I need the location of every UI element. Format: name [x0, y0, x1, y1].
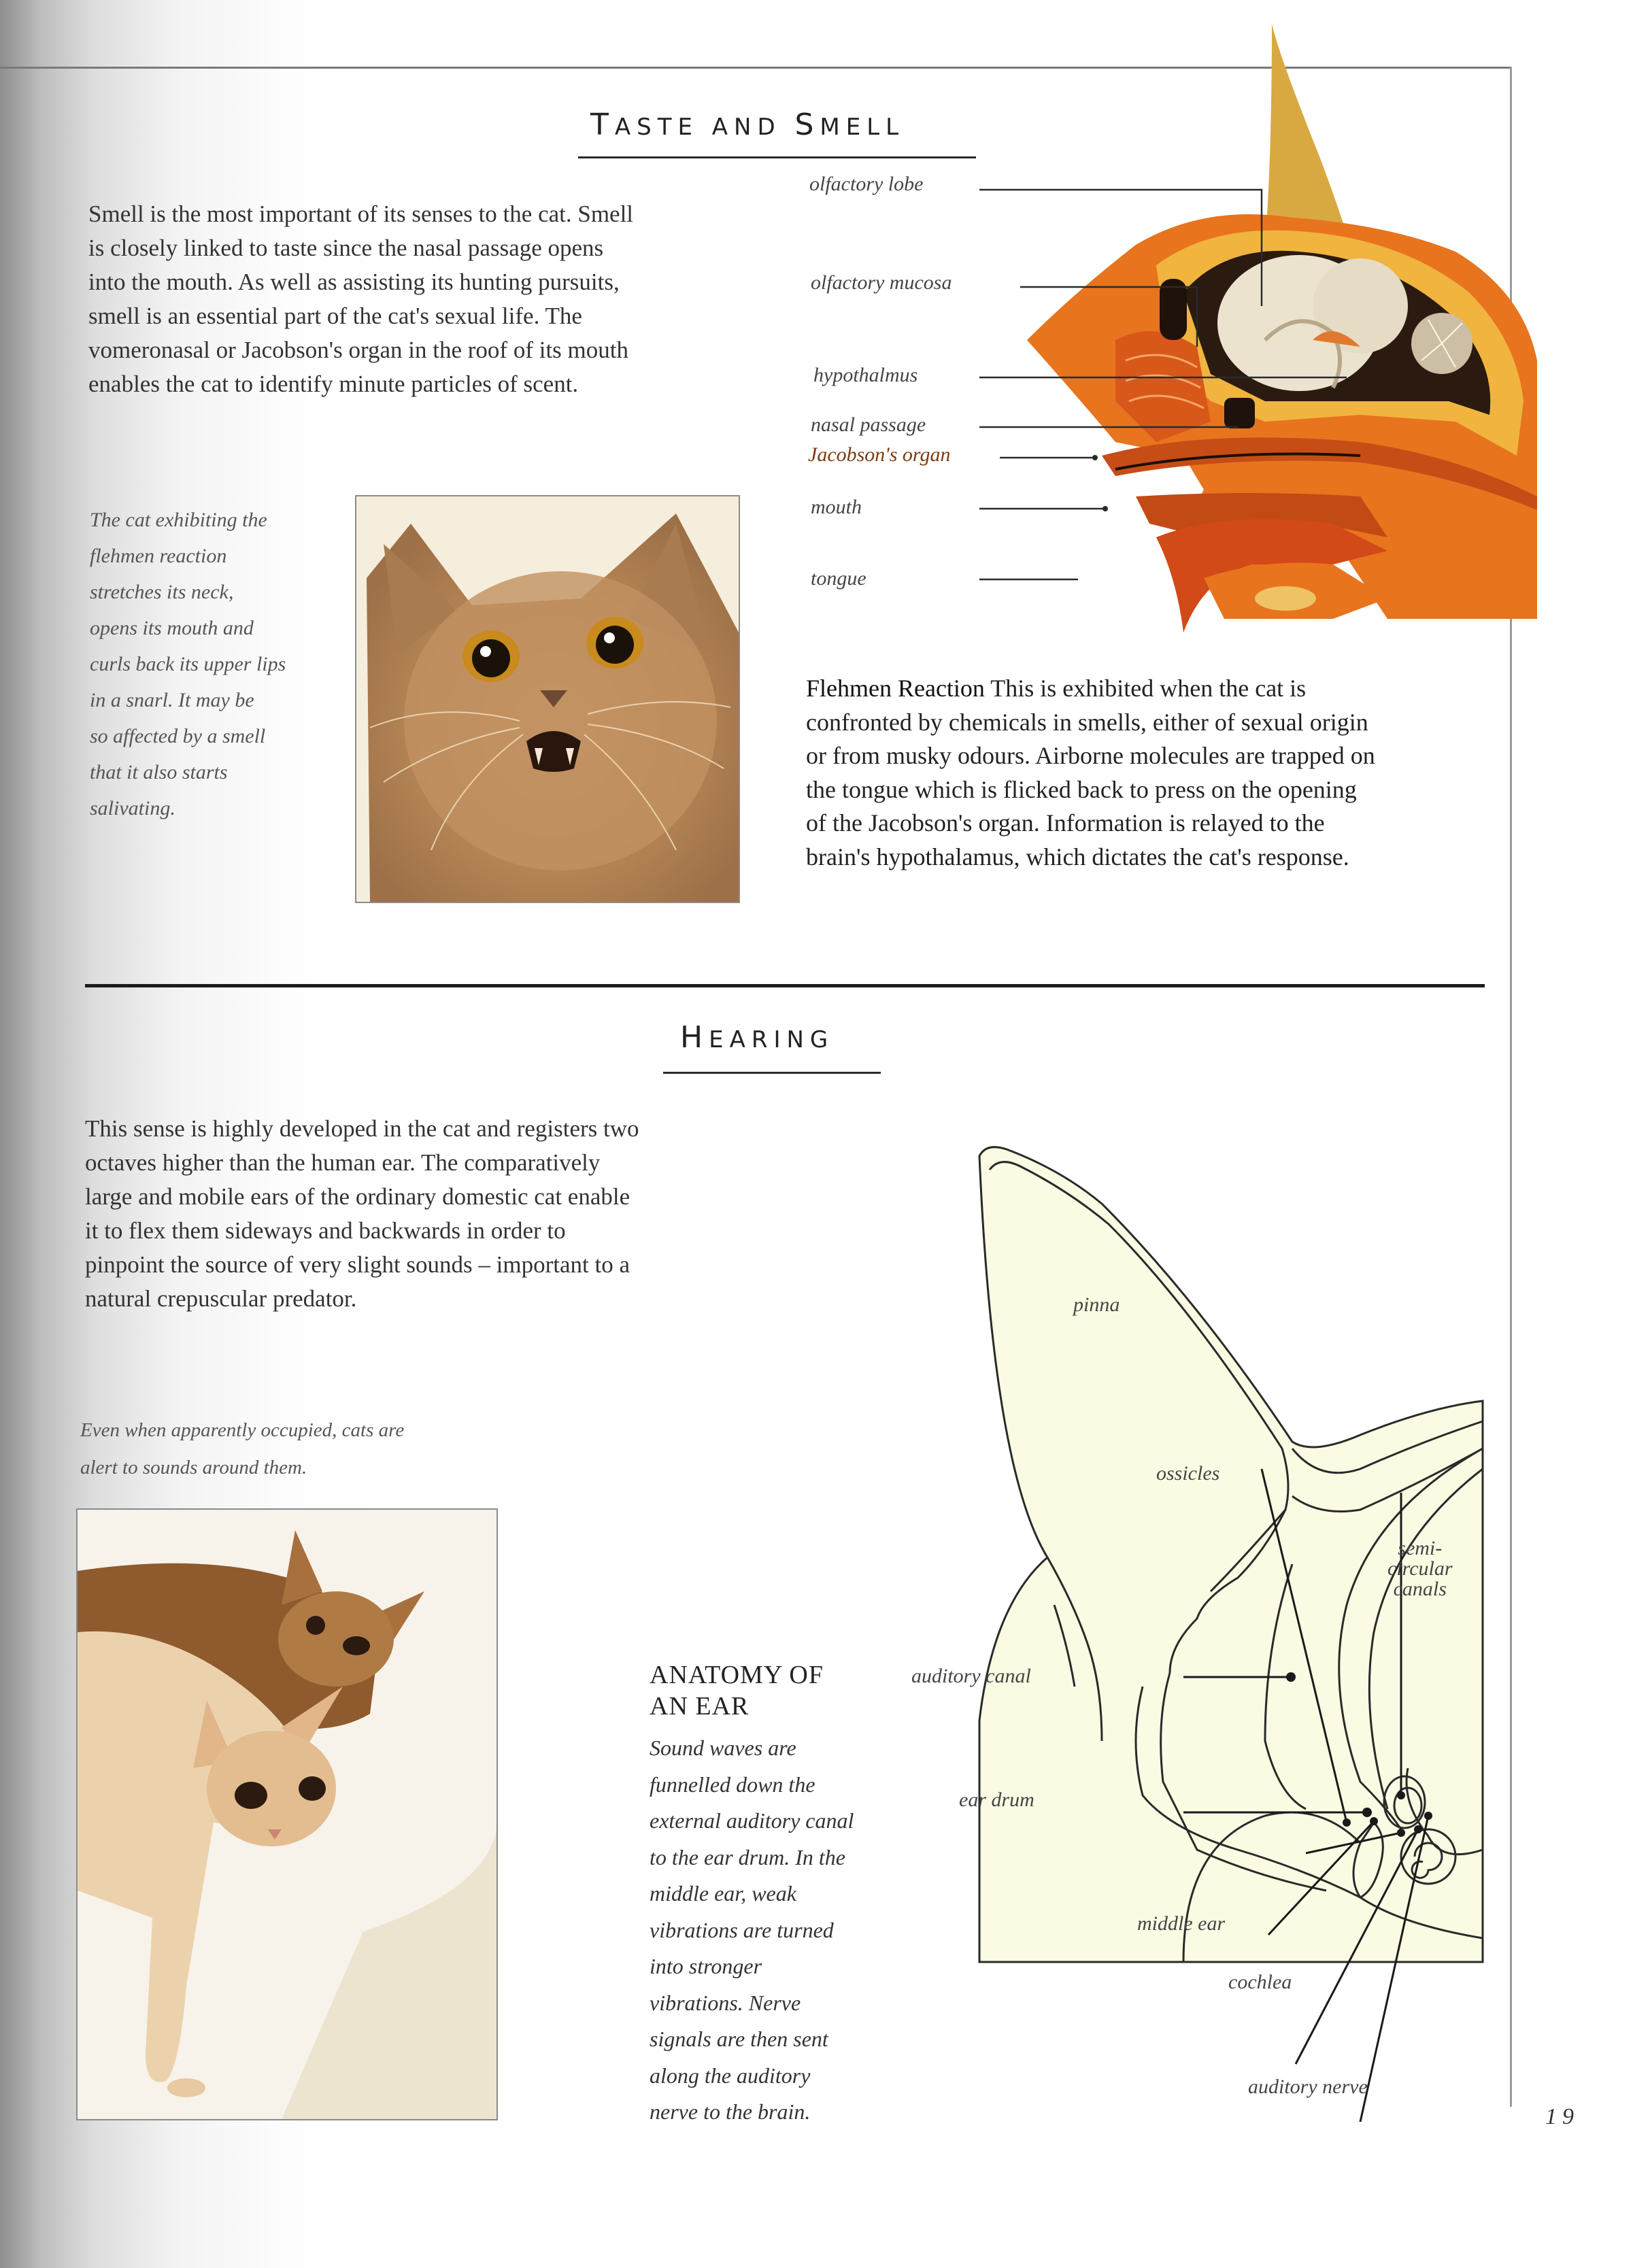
label-jacobsons-organ: Jacobson's organ: [808, 443, 951, 466]
alert-cats-caption: Even when apparently occupied, cats are alert to sounds around them.: [80, 1419, 405, 1478]
label-olfactory-lobe: olfactory lobe: [809, 173, 924, 195]
ear-anatomy-diagram: [884, 1129, 1510, 2122]
section-divider: [85, 984, 1485, 987]
label-ossicles: ossicles: [1156, 1462, 1220, 1485]
flehmen-cat-photo: [355, 495, 740, 903]
page-number: 19: [1545, 2104, 1579, 2129]
cat-head-cross-section-diagram: [979, 20, 1564, 632]
label-mouth: mouth: [811, 496, 862, 518]
label-cochlea: cochlea: [1228, 1971, 1292, 1993]
anatomy-of-ear-description: Sound waves are funnelled down the external auditory canal to the ear drum. In the middle ear, weak vibrations are turned into stronger vibrations. Nerve signals are then sent along the auditory nerve to the brain.: [650, 1736, 854, 2124]
label-tongue: tongue: [811, 567, 866, 590]
label-middle-ear: middle ear: [1137, 1912, 1226, 1935]
label-auditory-nerve: auditory nerve: [1248, 2076, 1368, 2098]
label-ear-drum: ear drum: [959, 1789, 1034, 1811]
flehmen-photo-caption: The cat exhibiting the flehmen reaction stretches its neck, opens its mouth and curls back its upper lips in a snarl. It may be so affected by a smell that it also starts salivating.: [90, 509, 286, 819]
heading-underline-hearing: [663, 1072, 881, 1074]
label-auditory-canal: auditory canal: [911, 1665, 1031, 1687]
label-olfactory-mucosa: olfactory mucosa: [811, 271, 952, 294]
two-cats-photo: [76, 1508, 498, 2120]
label-pinna: pinna: [1073, 1293, 1120, 1316]
taste-smell-paragraph: Smell is the most important of its senses to the cat. Smell is closely linked to taste since the nasal passage opens into the mouth. As well as assisting its hunting pursuits, smell is an essential part of the cat's sexual life. The vomeronasal or Jacobson's organ in the roof of its mouth enables the cat to identify minute particles of scent.: [88, 201, 634, 397]
hearing-paragraph: This sense is highly developed in the cat and registers two octaves higher than the human ear. The comparatively large and mobile ears of the ordinary domestic cat enable it to flex them sideways and backwards in order to pinpoint the source of very slight sounds – important to a natural crepuscular predator.: [85, 1115, 639, 1312]
heading-underline-taste-smell: [578, 156, 976, 158]
flehmen-reaction-paragraph: Flehmen Reaction This is exhibited when the cat is confronted by chemicals in smells, either of sexual origin or from musky odours. Airborne molecules are trapped on the tongue which is flicked back to press on the opening of the Jacobson's organ. Information is relayed to the brain's hypothalamus, which dictates the cat's response.: [806, 675, 1375, 870]
two-cats-illustration: [78, 1510, 496, 2119]
anatomy-of-ear-title: ANATOMY OF AN EAR: [650, 1661, 824, 1721]
cat-face-illustration: [356, 496, 739, 902]
label-semicircular-canals: semi- circular canals: [1387, 1537, 1453, 1600]
flehmen-lead-term: Flehmen Reaction: [806, 675, 985, 702]
label-nasal-passage: nasal passage: [811, 413, 926, 436]
label-hypothalmus: hypothalmus: [813, 364, 918, 386]
section-heading-hearing: HEARING: [680, 1020, 835, 1055]
section-heading-taste-smell: TASTE AND SMELL: [590, 107, 905, 142]
